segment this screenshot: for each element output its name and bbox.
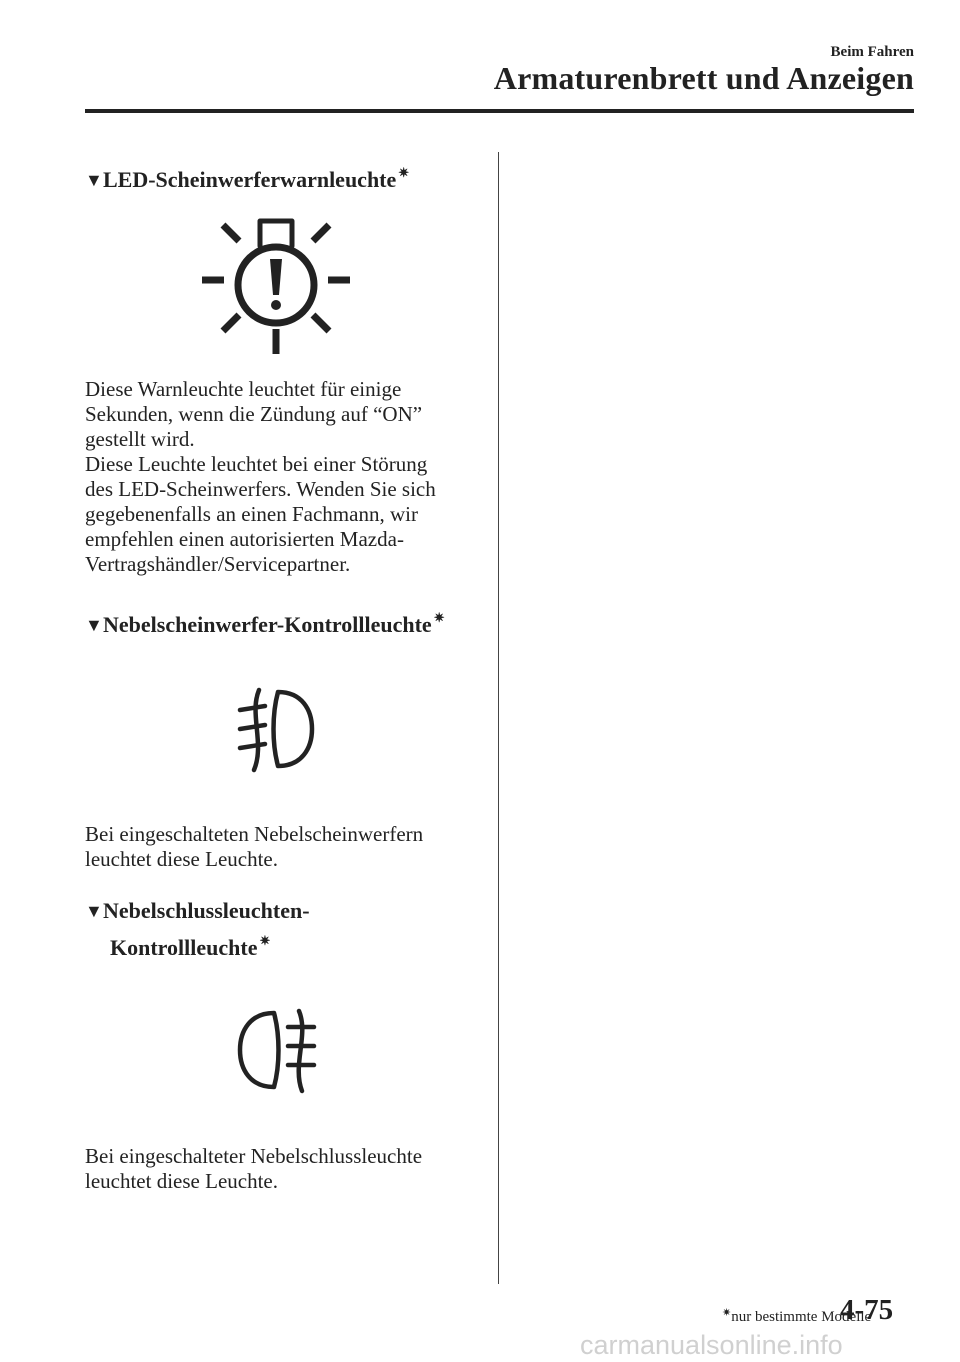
section-title: Nebelscheinwerfer-Kontrollleuchte [103, 612, 432, 637]
text-line: empfehlen einen autorisierten Mazda- [85, 527, 404, 551]
header-rule [85, 109, 914, 113]
text-line: gegebenenfalls an einen Fachmann, wir [85, 502, 418, 526]
text-line: gestellt wird. [85, 427, 195, 451]
text-line: leuchtet diese Leuchte. [85, 1169, 278, 1193]
text-line: Sekunden, wenn die Zündung auf “ON” [85, 402, 423, 426]
section-heading-led-warning [85, 158, 409, 195]
section-body-led-warning [85, 377, 485, 577]
triangle-marker-icon: ▼ [85, 170, 103, 190]
rear-fog-light-icon [234, 1005, 320, 1095]
text-line: Bei eingeschalteter Nebelschlussleuchte [85, 1144, 423, 1168]
text-line: Vertragshändler/Servicepartner. [85, 552, 351, 576]
text-line: Diese Leuchte leuchtet bei einer Störung [85, 452, 428, 476]
page-title: Armaturenbrett und Anzeigen [493, 60, 914, 96]
text-line: des LED-Scheinwerfers. Wenden Sie sich [85, 477, 436, 501]
led-headlight-warning-icon [196, 211, 356, 361]
footer-note-text: nur bestimmte Modelle [731, 1309, 872, 1325]
text-line: Bei eingeschalteten Nebelscheinwerfern [85, 822, 424, 846]
section-title: LED-Scheinwerferwarnleuchte [103, 167, 397, 192]
text-line: leuchtet diese Leuchte. [85, 847, 278, 871]
section-heading-rear-fog [85, 896, 310, 963]
watermark: carmanualsonline.info [580, 1330, 843, 1360]
section-body-rear-fog [85, 1144, 485, 1194]
page-number: 4-75 [840, 1294, 894, 1326]
section-heading-front-fog [85, 603, 445, 640]
star-marker-icon: ✷ [398, 165, 410, 180]
text-line: Diese Warnleuchte leuchtet für einige [85, 377, 402, 401]
header-kicker: Beim Fahren [830, 44, 914, 60]
section-title-line: Nebelschlussleuchten- [103, 898, 310, 923]
star-marker-icon: ✷ [259, 933, 271, 948]
star-marker-icon: ✷ [433, 610, 445, 625]
column-divider [498, 152, 499, 1284]
triangle-marker-icon: ▼ [85, 901, 103, 921]
section-title-line: Kontrollleuchte [110, 935, 258, 960]
section-body-front-fog [85, 822, 485, 872]
triangle-marker-icon: ▼ [85, 615, 103, 635]
star-marker-icon: ✷ [722, 1307, 732, 1319]
front-fog-light-icon [232, 684, 318, 774]
